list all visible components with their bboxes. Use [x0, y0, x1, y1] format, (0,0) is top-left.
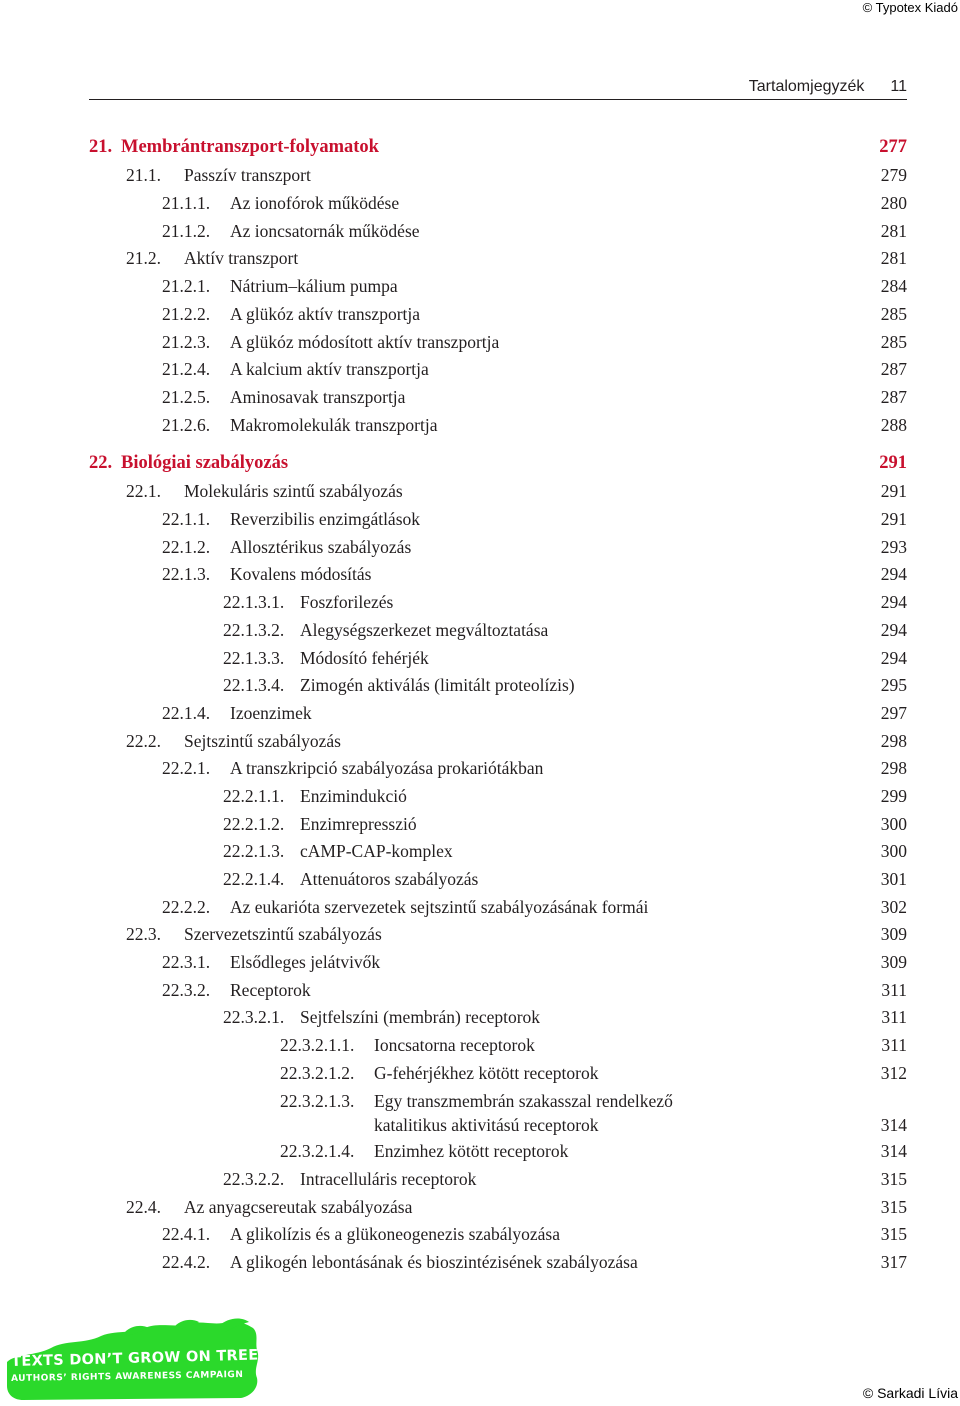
toc-entry-number: 22.1.3.4. [223, 675, 285, 695]
toc-entry[interactable] [126, 923, 907, 945]
copyright-notice-top: © Typotex Kiadó [859, 0, 960, 15]
toc-entry[interactable] [126, 247, 907, 269]
toc-entry-title [300, 647, 429, 669]
toc-entry-page: 315 [880, 1169, 907, 1189]
toc-entry-page: 280 [880, 193, 907, 213]
toc-entry-number: 21.1. [126, 165, 161, 185]
toc-entry-number: 22.4. [126, 1197, 161, 1217]
toc-entry-number: 21.2.3. [162, 332, 211, 352]
toc-entry-title [300, 840, 453, 862]
toc-entry[interactable] [280, 1062, 907, 1084]
toc-entry[interactable] [162, 192, 907, 214]
toc-entry[interactable] [162, 303, 907, 325]
toc-entry-title [230, 220, 420, 242]
toc-entry-number: 22.1.4. [162, 703, 211, 723]
toc-entry[interactable] [162, 563, 907, 585]
toc-entry-number: 22.1.3.2. [223, 620, 285, 640]
toc-entry-title [374, 1034, 535, 1056]
toc-entry-title-line: Aktív transzport [184, 248, 299, 268]
toc-chapter-entry[interactable] [89, 452, 907, 474]
toc-entry[interactable] [126, 730, 907, 752]
toc-entry-page: 277 [879, 137, 907, 157]
toc-entry-title [230, 1223, 560, 1245]
toc-entry-page: 311 [881, 980, 907, 1000]
toc-entry-title-line: A glükóz módosított aktív transzportja [230, 332, 500, 352]
toc-entry-page: 297 [880, 703, 907, 723]
toc-entry[interactable] [162, 331, 907, 353]
toc-entry-title [230, 1251, 638, 1273]
toc-entry-page: 317 [880, 1252, 907, 1272]
toc-entry[interactable] [162, 702, 907, 724]
toc-entry[interactable] [223, 785, 907, 807]
toc-entry-title-line: Egy transzmembrán szakasszal rendelkező [374, 1091, 673, 1111]
toc-entry-title-line: Aminosavak transzportja [230, 387, 406, 407]
toc-entry-page: 288 [880, 415, 907, 435]
toc-entry-title [230, 896, 648, 918]
toc-entry-title-line: Enzimhez kötött receptorok [374, 1141, 569, 1161]
toc-entry-page: 281 [880, 221, 907, 241]
toc-entry-title [230, 386, 405, 408]
toc-entry-number: 22.3. [126, 924, 161, 944]
toc-entry-page: 291 [879, 453, 907, 473]
toc-entry-title [374, 1062, 598, 1084]
toc-entry[interactable] [223, 591, 907, 613]
toc-entry-number: 22.2.1.4. [223, 869, 285, 889]
toc-entry-page: 298 [880, 731, 907, 751]
toc-entry-title-line: G-fehérjékhez kötött receptorok [374, 1063, 599, 1083]
toc-entry[interactable] [223, 868, 907, 890]
toc-entry-number: 22.3.2. [162, 980, 211, 1000]
toc-entry-title [121, 452, 288, 474]
toc-entry-title-line: Kovalens módosítás [230, 564, 372, 584]
toc-entry-title [230, 536, 411, 558]
toc-entry-title-line: Enzimrepresszió [300, 814, 417, 834]
toc-entry-title [374, 1140, 568, 1162]
toc-entry-title-line: A glikolízis és a glükoneogenezis szabályozása [230, 1224, 560, 1244]
logo-slogan: TEXTS DON’T GROW ON TREES! [11, 1347, 277, 1370]
toc-entry-title [300, 674, 575, 696]
toc-entry[interactable] [162, 979, 907, 1001]
copyright-notice-bottom: © Sarkadi Lívia [862, 1385, 958, 1401]
toc-entry-number: 22.2.1.1. [223, 786, 285, 806]
toc-entry-title [230, 508, 420, 530]
toc-entry-title [184, 923, 382, 945]
toc-entry[interactable] [162, 275, 907, 297]
toc-entry-page: 309 [880, 952, 907, 972]
toc-entry-title [230, 358, 429, 380]
toc-entry-page: 298 [880, 758, 907, 778]
toc-entry-title [300, 591, 393, 613]
toc-entry-page: 295 [880, 675, 907, 695]
toc-entry-title [230, 757, 543, 779]
toc-entry-title-line: Az anyagcsereutak szabályozása [184, 1197, 413, 1217]
toc-entry-title-line: Módosító fehérjék [300, 648, 429, 668]
toc-entry-number: 22.4.1. [162, 1224, 211, 1244]
toc-entry[interactable] [126, 1196, 907, 1218]
toc-entry-title-line: Receptorok [230, 980, 311, 1000]
toc-entry-title [184, 480, 403, 502]
toc-entry-title-line: Izoenzimek [230, 703, 312, 723]
toc-entry-page: 315 [880, 1224, 907, 1244]
toc-entry-page: 285 [880, 332, 907, 352]
toc-entry-number: 22.1.3. [162, 564, 211, 584]
toc-entry-title-line: Sejtfelszíni (membrán) receptorok [300, 1007, 541, 1027]
toc-entry-title-line: A glikogén lebontásának és bioszintézisének szabályozása [230, 1252, 638, 1272]
toc-entry-number: 22.4.2. [162, 1252, 211, 1272]
toc-entry-number: 22.1.3.1. [223, 592, 285, 612]
toc-entry-title [230, 951, 380, 973]
toc-entry[interactable] [223, 813, 907, 835]
toc-entry-page: 311 [881, 1035, 907, 1055]
toc-entry-title [184, 1196, 412, 1218]
toc-entry-title [230, 331, 499, 353]
toc-entry-number: 21.2.4. [162, 359, 211, 379]
toc-entry-number: 22.2. [126, 731, 161, 751]
toc-entry-page: 300 [880, 814, 907, 834]
toc-entry-page: 314 [880, 1115, 907, 1135]
toc-entry-number: 22.3.2.1.3. [280, 1091, 355, 1111]
toc-entry[interactable] [223, 1168, 907, 1190]
toc-entry-title [230, 192, 399, 214]
toc-entry-title-line: Intracelluláris receptorok [300, 1169, 477, 1189]
toc-entry-title [184, 247, 298, 269]
toc-entry-page: 291 [880, 509, 907, 529]
toc-entry-page: 314 [880, 1141, 907, 1161]
toc-entry-title [300, 1006, 540, 1028]
toc-entry[interactable] [223, 674, 907, 696]
toc-entry[interactable] [126, 480, 907, 502]
toc-entry-title [184, 730, 341, 752]
toc-entry-title [121, 136, 379, 158]
toc-entry-page: 294 [880, 648, 907, 668]
toc-entry-number: 22.2.2. [162, 897, 211, 917]
toc-entry-number: 22.1. [126, 481, 161, 501]
toc-entry-number: 21.2.1. [162, 276, 211, 296]
running-title: Tartalomjegyzék [748, 78, 865, 95]
toc-entry-title-line: Reverzibilis enzimgátlások [230, 509, 421, 529]
toc-entry[interactable] [162, 1223, 907, 1245]
toc-entry-title-line: Sejtszintű szabályozás [184, 731, 341, 751]
toc-entry-page: 281 [880, 248, 907, 268]
toc-entry-number: 22.2.1. [162, 758, 211, 778]
toc-entry[interactable] [162, 358, 907, 380]
toc-entry-number: 22.1.2. [162, 537, 211, 557]
toc-entry-page: 309 [880, 924, 907, 944]
toc-entry-page: 311 [881, 1007, 907, 1027]
toc-entry[interactable] [280, 1089, 907, 1137]
toc-entry-number: 22.1.1. [162, 509, 211, 529]
toc-entry-page: 284 [880, 276, 907, 296]
toc-entry-title [300, 785, 407, 807]
toc-entry[interactable] [223, 647, 907, 669]
toc-entry-page: 291 [880, 481, 907, 501]
toc-entry[interactable] [162, 508, 907, 530]
toc-entry-title-line: Attenuátoros szabályozás [300, 869, 479, 889]
toc-entry-title-line: Alegységszerkezet megváltoztatása [300, 620, 549, 640]
toc-entry-title-line: Szervezetszintű szabályozás [184, 924, 382, 944]
header-rule [89, 99, 907, 100]
toc-entry-page: 302 [880, 897, 907, 917]
toc-entry[interactable] [162, 757, 907, 779]
toc-entry-page: 312 [880, 1063, 907, 1083]
toc-entry-title-line: katalitikus aktivitású receptorok [374, 1115, 599, 1135]
toc-entry-number: 21.1.1. [162, 193, 211, 213]
toc-entry-number: 22.3.2.1. [223, 1007, 285, 1027]
toc-entry[interactable] [162, 386, 907, 408]
toc-entry-title [230, 275, 398, 297]
toc-entry-title [230, 702, 312, 724]
toc-entry-page: 287 [880, 387, 907, 407]
toc-entry-number: 22. [89, 453, 113, 473]
toc-entry-number: 22.1.3.3. [223, 648, 285, 668]
toc-entry-number: 22.3.1. [162, 952, 211, 972]
campaign-logo [5, 1318, 277, 1402]
toc-chapter-entry[interactable] [89, 136, 907, 158]
toc-entry-page: 300 [880, 841, 907, 861]
toc-entry[interactable] [223, 619, 907, 641]
toc-entry-title-line: Nátrium–kálium pumpa [230, 276, 398, 296]
toc-entry-number: 21.1.2. [162, 221, 211, 241]
toc-entry-title-line: A transzkripció szabályozása prokariótákban [230, 758, 544, 778]
toc-entry[interactable] [162, 951, 907, 973]
toc-entry-number: 21.2.6. [162, 415, 211, 435]
toc-entry-title-line: A glükóz aktív transzportja [230, 304, 421, 324]
toc-entry-page: 294 [880, 592, 907, 612]
toc-entry-title-line: Foszforilezés [300, 592, 394, 612]
toc-entry-title [300, 1168, 476, 1190]
toc-entry-page: 293 [880, 537, 907, 557]
toc-entry-number: 21.2.5. [162, 387, 211, 407]
toc-entry[interactable] [162, 896, 907, 918]
toc-entry[interactable] [223, 840, 907, 862]
toc-entry-number: 21. [89, 137, 113, 157]
toc-entry-title-line: Biológiai szabályozás [121, 453, 289, 473]
toc-entry-title-line: Ioncsatorna receptorok [374, 1035, 535, 1055]
toc-entry-number: 22.2.1.3. [223, 841, 285, 861]
toc-entry-title-line: Elsődleges jelátvivők [230, 952, 381, 972]
toc-entry-page: 299 [880, 786, 907, 806]
toc-entry-title [300, 813, 417, 835]
toc-entry-page: 315 [880, 1197, 907, 1217]
toc-entry-title [300, 868, 478, 890]
logo-subtitle: AUTHORS’ RIGHTS AWARENESS CAMPAIGN [11, 1369, 244, 1384]
toc-entry-title-line: Az ioncsatornák működése [230, 221, 420, 241]
toc-entry-title-line: Az eukarióta szervezetek sejtszintű szabályozásának formái [230, 897, 649, 917]
toc-entry[interactable] [280, 1034, 907, 1056]
toc-entry-number: 21.2. [126, 248, 161, 268]
toc-entry-title-line: Allosztérikus szabályozás [230, 537, 412, 557]
toc-entry-title-line: Passzív transzport [184, 165, 311, 185]
toc-entry-title-line: Makromolekulák transzportja [230, 415, 438, 435]
toc-entry-title [230, 563, 371, 585]
toc-entry-title-line: Az ionofórok működése [230, 193, 400, 213]
toc-entry-number: 22.2.1.2. [223, 814, 285, 834]
toc-entry-title-line: Enzimindukció [300, 786, 407, 806]
toc-entry[interactable] [162, 536, 907, 558]
toc-entry-page: 279 [880, 165, 907, 185]
toc-entry-number: 21.2.2. [162, 304, 211, 324]
toc-entry-number: 22.3.2.1.1. [280, 1035, 355, 1055]
toc-entry[interactable] [162, 220, 907, 242]
toc-entry-page: 287 [880, 359, 907, 379]
page-number: 11 [890, 78, 907, 95]
toc-entry-title [300, 619, 548, 641]
toc-entry[interactable] [280, 1140, 907, 1162]
toc-entry[interactable] [162, 1251, 907, 1273]
toc-entry-title-line: A kalcium aktív transzportja [230, 359, 429, 379]
toc-entry-title-line: Molekuláris szintű szabályozás [184, 481, 403, 501]
toc-entry-title-line: Zimogén aktiválás (limitált proteolízis) [300, 675, 575, 695]
toc-entry[interactable] [162, 414, 907, 436]
toc-entry-page: 301 [880, 869, 907, 889]
toc-entry-title [374, 1089, 673, 1137]
toc-entry-number: 22.3.2.2. [223, 1169, 285, 1189]
toc-entry-title [230, 979, 311, 1001]
toc-entry-number: 22.3.2.1.2. [280, 1063, 355, 1083]
toc-entry[interactable] [223, 1006, 907, 1028]
running-head [749, 77, 907, 97]
toc-entry-page: 294 [880, 564, 907, 584]
toc-entry[interactable] [126, 164, 907, 186]
toc-entry-title [230, 414, 438, 436]
toc-entry-title-line: Membrántranszport-folyamatok [121, 137, 379, 157]
toc-entry-page: 285 [880, 304, 907, 324]
toc-entry-title-line: cAMP-CAP-komplex [300, 841, 453, 861]
toc-entry-title [230, 303, 420, 325]
toc-entry-page: 294 [880, 620, 907, 640]
toc-entry-number: 22.3.2.1.4. [280, 1141, 355, 1161]
toc-entry-title [184, 164, 311, 186]
